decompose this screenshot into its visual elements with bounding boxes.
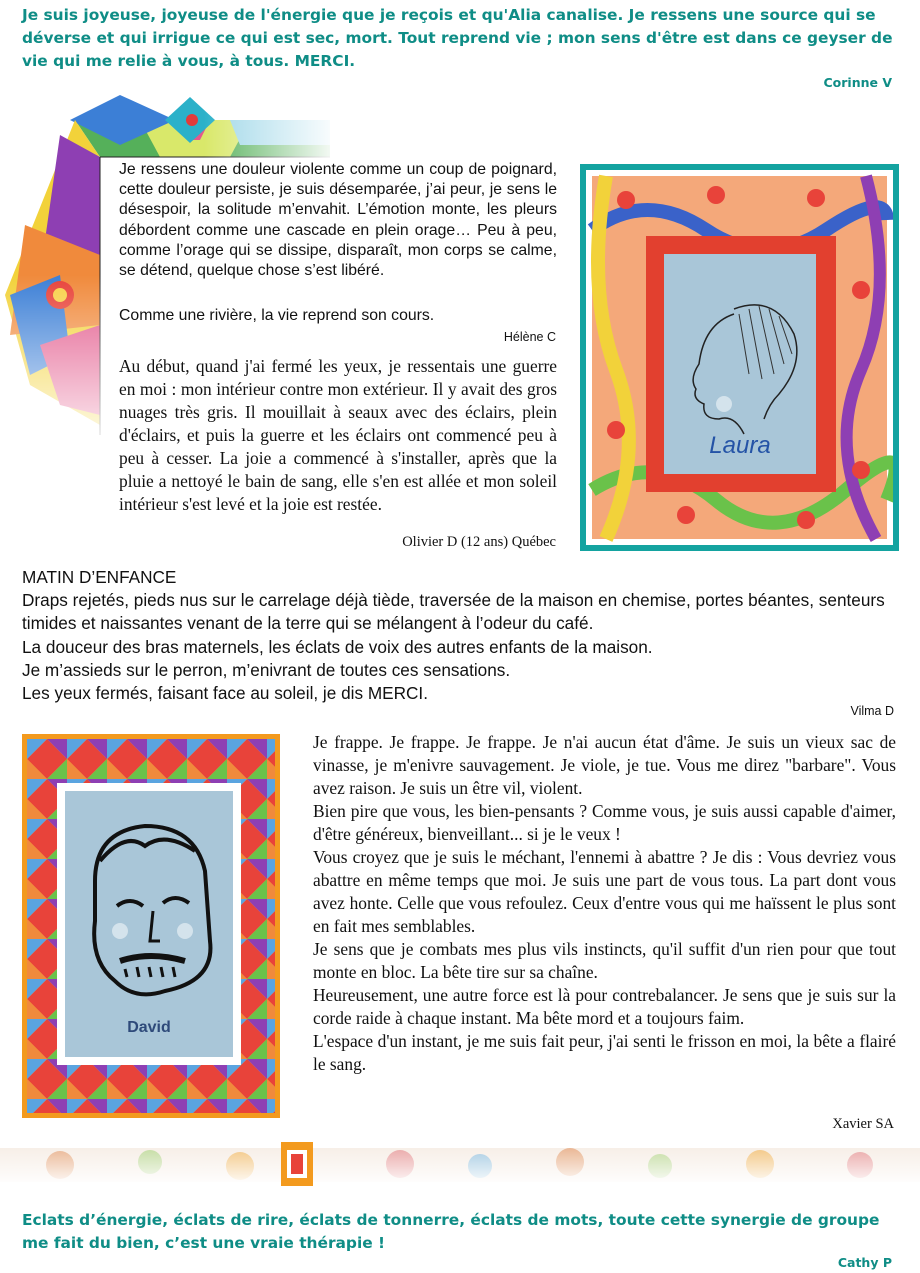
matin-block [22, 566, 902, 705]
david-frame [22, 734, 280, 1118]
matin-line: Draps rejetés, pieds nus sur le carrelage déjà tiède, traversée de la maison en chemise, portes béantes, senteurs timides et naissantes venant de la terre qui se mélangent à l’odeur du café. [22, 590, 885, 634]
outro-text: Eclats d’énergie, éclats de rire, éclats de tonnerre, éclats de mots, toute cette synergie de groupe me fait du bien, c’est une vraie thérapie ! [22, 1211, 880, 1252]
matin-line: Je m’assieds sur le perron, m’enivrant de toutes ces sensations. [22, 659, 511, 680]
matin-line: La douceur des bras maternels, les éclats de voix des autres enfants de la maison. [22, 636, 653, 657]
laura-frame [580, 164, 899, 551]
laura-name: Laura [709, 432, 771, 459]
david-face-drawing [65, 791, 233, 1057]
david-portrait [65, 791, 233, 1057]
xavier-paragraph: L'espace d'un instant, je me suis fait peur, j'ai senti le frisson en moi, la bête a flairé le sang. [313, 1031, 896, 1074]
xavier-paragraph: Je sens que je combats mes plus vils instincts, qu'il suffit d'un rien pour que tout monte en bloc. La bête tire sur sa chaîne. [313, 939, 896, 982]
helene-last-line: Comme une rivière, la vie reprend son cours. [119, 307, 435, 324]
intro-author: Corinne V [823, 75, 892, 90]
matin-title: MATIN D’ENFANCE [22, 567, 177, 587]
outro-author: Cathy P [837, 1255, 892, 1270]
matin-line: Les yeux fermés, faisant face au soleil, je dis MERCI. [22, 683, 428, 704]
xavier-text-block [313, 731, 896, 1076]
xavier-paragraph: Vous croyez que je suis le méchant, l'ennemi à abattre ? Je dis : Vous devriez vous abattre en même temps que moi. Je suis une part de vous tous. La part dont vous avez honte. Celle que vous refoulez. Ceux d'entre vous qui me haïssent le plus sont en fait mes semblables. [313, 847, 896, 936]
david-name: David [127, 1019, 171, 1036]
olivier-author: Olivier D (12 ans) Québec [402, 534, 556, 550]
helene-author: Hélène C [503, 330, 556, 344]
xavier-paragraph: Heureusement, une autre force est là pour contrebalancer. Je sens que je suis sur la corde raide à chaque instant. Ma bête mord et a toujours faim. [313, 985, 896, 1028]
decorative-band [0, 1140, 920, 1190]
laura-portrait [664, 254, 816, 474]
helene-paragraph: Je ressens une douleur violente comme un coup de poignard, cette douleur persiste, je suis désemparée, j’ai peur, je sens le désespoir, la solitude m’envahit. L’émotion monte, les pleurs débordent comme une cascade en plein orage… Peu à peu, comme l’orage qui se dissipe, disparaît, mon corps se calme, se détend, quelque chose s’est libéré. [119, 161, 557, 280]
helene-text-block [119, 160, 557, 281]
xavier-paragraph: Bien pire que vous, les bien-pensants ? Comme vous, je suis aussi capable d'aimer, d'être généreux, bienveillant... si je le veux ! [313, 801, 896, 844]
matin-author: Vilma D [850, 704, 894, 718]
intro-text: Je suis joyeuse, joyeuse de l'énergie que je reçois et qu'Alia canalise. Je ressens une source qui se déverse et qui irrigue ce qui est sec, mort. Tout reprend vie ; mon sens d'être est dans ce geyser de vie qui me relie à vous, à tous. MERCI. [22, 6, 893, 70]
xavier-paragraph: Je frappe. Je frappe. Je frappe. Je n'ai aucun état d'âme. Je suis un vieux sac de vinasse, je m'enivre sauvagement. Je viole, je tue. Vous me direz "barbare". Vous avez raison. Je suis un être vil, violent. [313, 732, 896, 798]
xavier-author: Xavier SA [832, 1116, 894, 1132]
olivier-text: Au début, quand j'ai fermé les yeux, je ressentais une guerre en moi : mon intérieur contre mon extérieur. Il y avait des gros nuages très gris. Il mouillait à seaux avec des éclairs, plein d'éclairs, et puis la guerre et les éclairs ont commencé peu à peu à cesser. La joie a commencé à s'installer, après que la pluie a nettoyé le bain de sang, elle s'en est allée et mon soleil intérieur s'est levé et la joie est restée. [119, 356, 557, 514]
